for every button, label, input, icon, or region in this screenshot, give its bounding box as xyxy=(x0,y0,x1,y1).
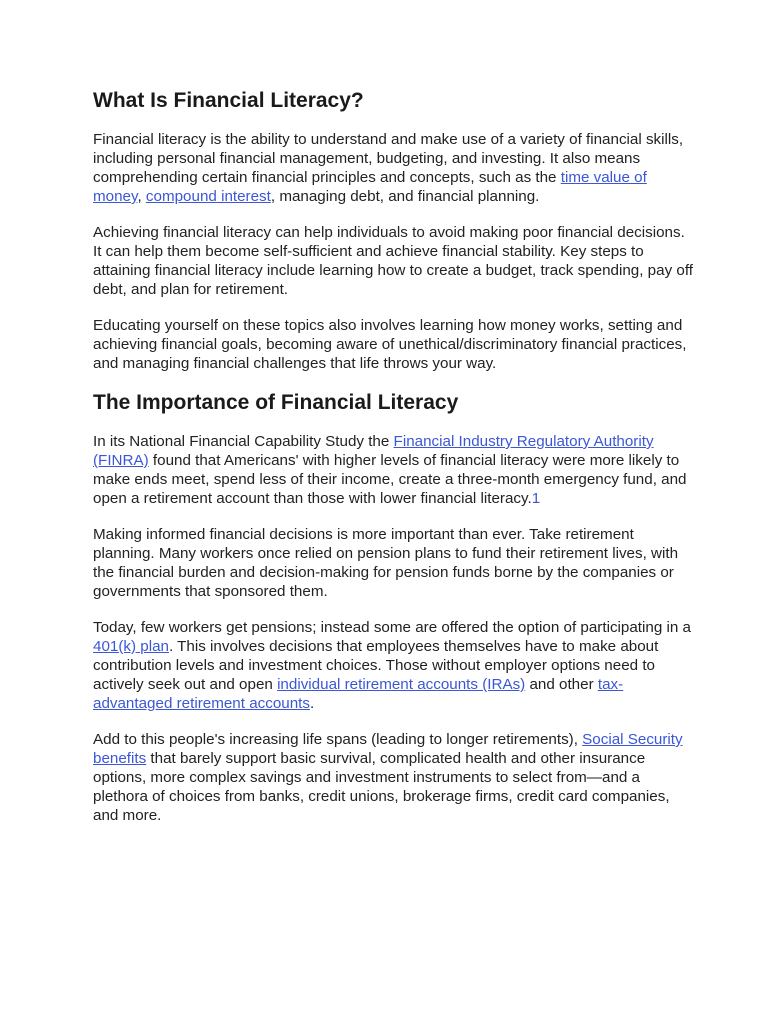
text: , xyxy=(137,188,146,205)
link-social-security-benefits[interactable]: Social Security benefits xyxy=(93,731,683,767)
paragraph-informed-decisions: Making informed financial decisions is more important than ever. Take retirement planning. Many workers once relied on pension plans to fund their retirement lives, with the financial burden and decision-making for pension funds borne by the companies or governments that sponsored them. xyxy=(93,526,679,600)
link-iras[interactable]: individual retirement accounts (IRAs) xyxy=(277,676,526,693)
heading-what-is-financial-literacy: What Is Financial Literacy? xyxy=(93,89,364,112)
link-compound-interest[interactable]: compound interest xyxy=(145,188,271,205)
text: In its National Financial Capability Study the xyxy=(93,433,394,450)
paragraph-definition xyxy=(93,130,693,206)
text: . xyxy=(309,695,315,712)
text: Financial literacy is the ability to understand and make use of a variety of financial skills, including personal financial management, budgeting, and investing. It also means comprehending certain financial principles and concepts, such as the xyxy=(93,131,684,186)
link-time-value-of-money[interactable]: time value of money xyxy=(93,169,647,205)
footnote-link-1[interactable]: 1 xyxy=(531,490,541,507)
paragraph-educating: Educating yourself on these topics also involves learning how money works, setting and achieving financial goals, becoming aware of unethical/discriminatory financial practices, and managing financial challenges that life throws your way. xyxy=(93,317,687,372)
text: Add to this people's increasing life spans (leading to longer retirements), xyxy=(93,731,583,748)
text: found that Americans' with higher levels of financial literacy were more likely to make ends meet, spend less of their income, create a three-month emergency fund, and open a retirement account than those with lower financial literacy. xyxy=(93,452,687,507)
paragraph-achieving: Achieving financial literacy can help individuals to avoid making poor financial decisions. It can help them become self-sufficient and achieve financial stability. Key steps to attaining financial literacy include learning how to create a budget, track spending, pay off debt, and plan for retirement. xyxy=(93,224,694,298)
text: . This involves decisions that employees themselves have to make about contribution levels and investment choices. Those without employer options need to actively seek out and open xyxy=(93,638,659,693)
heading-importance: The Importance of Financial Literacy xyxy=(93,391,459,414)
link-tax-advantaged-accounts[interactable]: tax-advantaged retirement accounts xyxy=(93,676,624,712)
text: that barely support basic survival, complicated health and other insurance options, more complex savings and investment instruments to select from—and a plethora of choices from banks, credit unions, brokerage firms, credit card companies, and more. xyxy=(93,750,670,824)
text: Today, few workers get pensions; instead some are offered the option of participating in a xyxy=(93,619,692,636)
paragraph-finra-study xyxy=(93,432,693,508)
paragraph-pensions xyxy=(93,618,693,713)
paragraph-life-spans xyxy=(93,730,693,825)
text: and other xyxy=(525,676,598,693)
text: , managing debt, and financial planning. xyxy=(270,188,540,205)
link-finra[interactable]: Financial Industry Regulatory Authority (FINRA) xyxy=(93,433,654,469)
article-body xyxy=(93,88,693,842)
link-401k-plan[interactable]: 401(k) plan xyxy=(93,638,169,655)
